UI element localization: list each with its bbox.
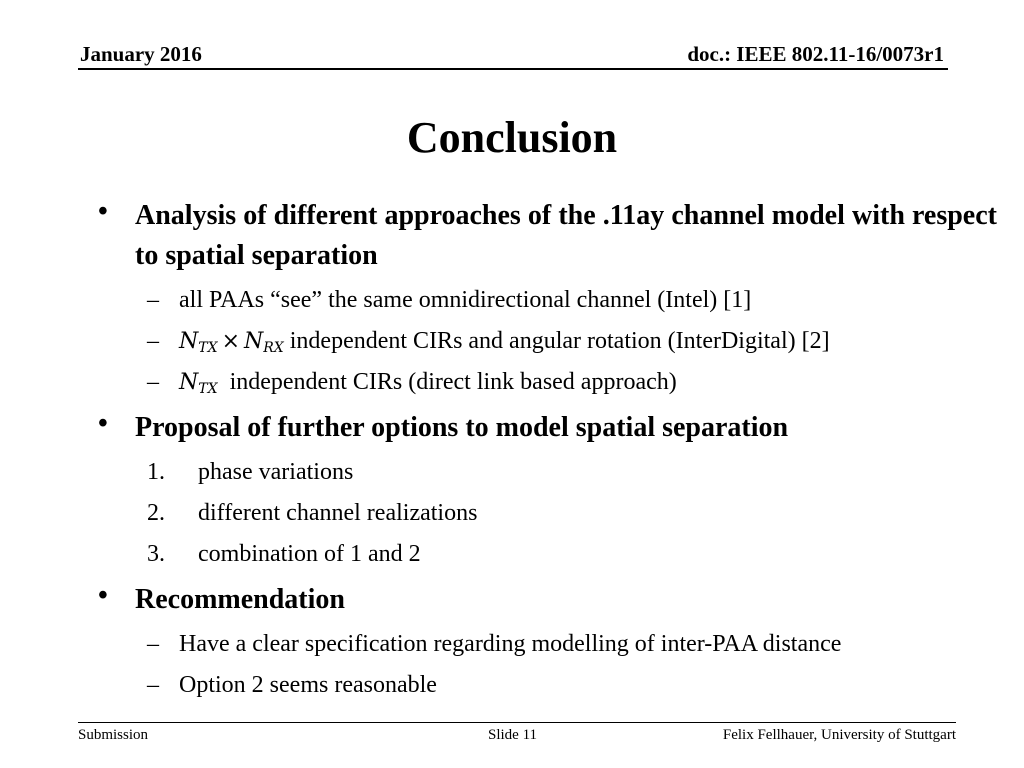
sub-marker: – — [147, 672, 159, 698]
sub-item-combination: combination of 1 and 2 — [198, 541, 421, 567]
sub-number: 2. — [147, 500, 165, 526]
sub-item-option2: Option 2 seems reasonable — [179, 672, 437, 698]
sub-item-interdigital — [179, 328, 830, 356]
footer-divider — [78, 722, 956, 723]
bullet-marker: • — [98, 580, 108, 611]
bullet-recommendation: Recommendation — [135, 584, 345, 615]
sub-item-intel: all PAAs “see” the same omnidirectional channel (Intel) [1] — [179, 287, 752, 313]
sub-marker: – — [147, 328, 159, 354]
math-ntx: $N_{TX}$ — [179, 329, 218, 356]
sub-number: 1. — [147, 459, 165, 485]
sub-item-direct-link — [179, 369, 677, 397]
footer-slide-number: Slide 11 — [488, 727, 538, 743]
header-divider — [78, 68, 948, 70]
bullet-marker: • — [98, 408, 108, 439]
bullet-analysis: Analysis of different approaches of the .11ay channel model with respect to spatial separation — [135, 200, 997, 271]
footer-author: Felix Fellhauer, University of Stuttgart — [722, 727, 956, 743]
sub-marker: – — [147, 369, 159, 395]
sub-marker: – — [147, 631, 159, 657]
sub-item-specification: Have a clear specification regarding modelling of inter-PAA distance — [179, 631, 842, 657]
bullet-proposal: Proposal of further options to model spatial separation — [135, 412, 789, 443]
footer-submission: Submission — [78, 727, 149, 743]
header-date: January 2016 — [80, 42, 202, 66]
math-times: × — [221, 329, 240, 354]
bullet-marker: • — [98, 196, 108, 227]
slide-title: Conclusion — [406, 113, 618, 162]
sub-marker: – — [147, 287, 159, 313]
math-ntx: $N_{TX}$ — [179, 370, 218, 397]
sub-item-realizations: different channel realizations — [198, 500, 478, 526]
sub-number: 3. — [147, 541, 165, 567]
math-nrx: $N_{RX}$ — [244, 329, 284, 356]
sub-item-text: independent CIRs (direct link based approach) — [229, 369, 677, 395]
sub-item-text: independent CIRs and angular rotation (InterDigital) [2] — [289, 328, 830, 354]
header-doc-id: doc.: IEEE 802.11-16/0073r1 — [687, 42, 944, 66]
sub-item-phase: phase variations — [198, 459, 354, 485]
